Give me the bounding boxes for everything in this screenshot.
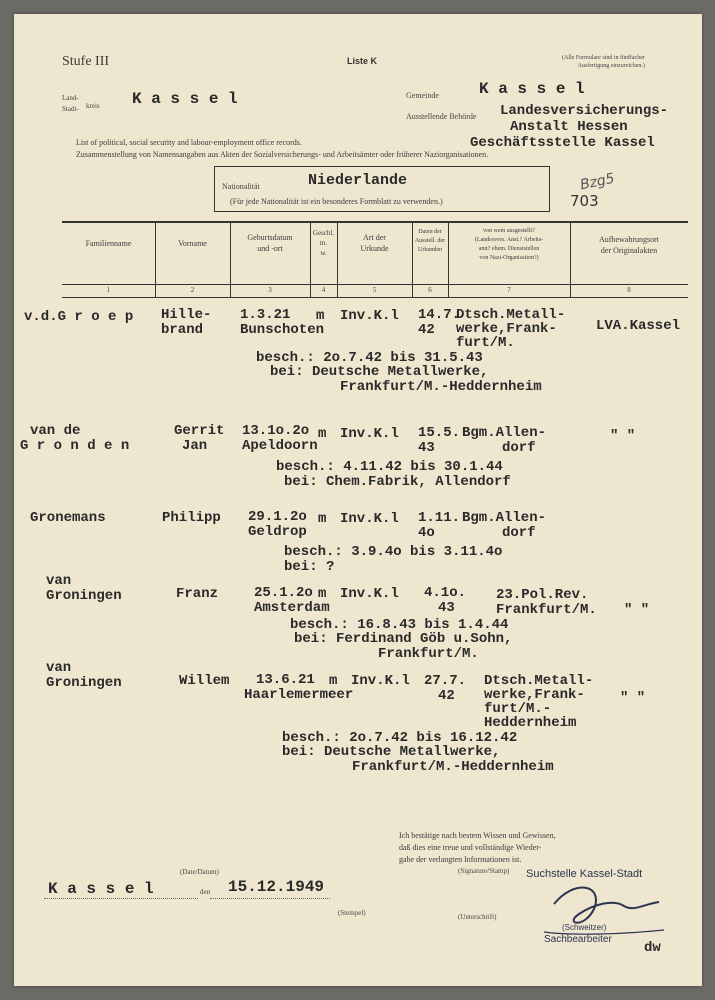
entry-1-vorname: Hille- brand	[161, 307, 212, 338]
entry-2-daten: 15.5. 43	[418, 425, 461, 456]
entry-5-bei: bei: Deutsche Metallwerke, Frankfurt/M.-Heddernheim	[282, 744, 554, 775]
entry-4-vorname: Franz	[176, 586, 219, 602]
header-familienname: Familienname	[85, 239, 132, 248]
den-label: den	[200, 888, 211, 896]
col-number: 2	[190, 286, 195, 294]
date-label: (Date/Datum)	[180, 868, 219, 876]
table-header-bottom-rule	[62, 297, 688, 298]
signer-title: Sachbearbeiter	[544, 934, 612, 945]
entry-4-sex: m	[318, 586, 327, 602]
entry-3-von-wem: Bgm.Allen- dorf	[462, 510, 547, 541]
gemeinde-label: Gemeinde	[406, 91, 439, 100]
behoerde-label: Ausstellende Behörde	[406, 112, 477, 121]
entry-1-daten: 14.7. 42	[418, 307, 461, 338]
col-number: 7	[507, 286, 511, 294]
entry-2-besch: besch.: 4.11.42 bis 30.1.44	[276, 459, 503, 475]
entry-5-geburt: 13.6.21 Haarlemermeer	[244, 672, 354, 703]
col-number: 8	[627, 286, 631, 294]
entry-3-vorname: Philipp	[162, 510, 221, 526]
entry-1-name: v.d.G r o e p	[24, 309, 134, 325]
entry-5-sex: m	[329, 673, 338, 689]
date-value: 15.12.1949	[228, 878, 325, 896]
header-art: Art der Urkunde	[360, 233, 389, 253]
entry-4-daten: 4.1o. 43	[424, 585, 467, 616]
entry-2-name: van de G r o n d e n	[20, 423, 130, 454]
entry-4-name: van Groningen	[46, 573, 122, 604]
entry-4-besch: besch.: 16.8.43 bis 1.4.44	[290, 617, 509, 633]
col-number: 6	[428, 286, 432, 294]
nationality-note: (Für jede Nationalität ist ein besonderes Formblatt zu verwenden.)	[230, 197, 443, 206]
date-line	[210, 898, 330, 899]
entry-3-name: Gronemans	[30, 510, 106, 526]
entry-1-art: Inv.K.l	[340, 308, 399, 324]
entry-3-daten: 1.11. 4o	[418, 510, 461, 541]
document-number: 703	[570, 192, 599, 210]
entry-2-bei: bei: Chem.Fabrik, Allendorf	[284, 474, 511, 490]
header-aufbewahrungsort: Aufbewahrungsort der Originalakten	[599, 235, 659, 255]
english-title: List of political, social security and labour-employment office records.	[76, 138, 302, 147]
entry-1-von-wem: Dtsch.Metall- werke,Frank- furt/M.	[456, 307, 566, 351]
entry-1-ort: LVA.Kassel	[596, 318, 681, 334]
place-line	[44, 898, 198, 899]
liste-label: Liste K	[347, 56, 378, 66]
nationality-value: Niederlande	[308, 172, 408, 189]
entry-1-besch: besch.: 2o.7.42 bis 31.5.43	[256, 350, 483, 366]
office-stamp: Suchstelle Kassel-Stadt	[526, 868, 643, 880]
kreis-label: kreis	[86, 102, 100, 110]
header-daten: Daten der Ausstell. der Urkunden	[414, 229, 446, 253]
entry-4-ort: " "	[624, 602, 650, 618]
entry-4-von-wem: 23.Pol.Rev. Frankfurt/M.	[496, 587, 597, 618]
entry-3-sex: m	[318, 511, 327, 527]
behoerde-value: Landesversicherungs- Anstalt Hessen Geschäftsstelle Kassel	[470, 103, 669, 151]
land-label: Land-	[62, 94, 79, 102]
entry-4-geburt: 25.1.2o Amsterdam	[254, 585, 330, 616]
col-number: 5	[372, 286, 377, 294]
initials: dw	[644, 940, 661, 956]
entry-5-vorname: Willem	[179, 673, 230, 689]
entry-3-art: Inv.K.l	[340, 511, 399, 527]
entry-5-ort: " "	[620, 690, 646, 706]
entry-5-besch: besch.: 2o.7.42 bis 16.12.42	[282, 730, 518, 746]
entry-2-art: Inv.K.l	[340, 426, 399, 442]
stadt-label: Stadt-	[62, 105, 79, 113]
gemeinde-value: K a s s e l	[479, 80, 585, 98]
unterschrift-label: (Unterschrift)	[458, 913, 497, 921]
entry-5-daten: 27.7. 42	[424, 673, 467, 704]
entry-2-geburt: 13.1o.2o Apeldoorn	[242, 423, 318, 454]
entry-2-ort: " "	[610, 428, 636, 444]
copies-note: (Alle Formulare sind in fünffacher Ausfertigung einzureichen.)	[562, 55, 645, 69]
entry-3-bei: bei: ?	[284, 559, 335, 575]
entry-1-bei: bei: Deutsche Metallwerke, Frankfurt/M.-Heddernheim	[270, 364, 542, 395]
entry-1-geburt: 1.3.21 Bunschoten	[240, 307, 325, 338]
col-number: 4	[321, 286, 326, 294]
header-vorname: Vorname	[178, 239, 207, 248]
signature-label: (Signature/Stamp)	[458, 867, 510, 875]
kreis-value: K a s s e l	[132, 90, 238, 108]
entry-3-geburt: 29.1.2o Geldrop	[248, 509, 307, 540]
col-number: 3	[268, 286, 272, 294]
entry-3-besch: besch.: 3.9.4o bis 3.11.4o	[284, 544, 503, 560]
signer-name: (Schweitzer)	[562, 923, 607, 932]
entry-5-art: Inv.K.l	[351, 673, 410, 689]
col-number: 1	[106, 286, 111, 294]
stufe-label: Stufe III	[62, 54, 110, 69]
entry-5-name: van Groningen	[46, 660, 122, 691]
entry-2-vorname: Gerrit Jan	[174, 423, 225, 454]
stempel-label: (Stempel)	[338, 909, 366, 917]
entry-5-von-wem: Dtsch.Metall- werke,Frank- furt/M.- Heddernheim	[484, 673, 594, 731]
handwritten-mark: Bzg5	[578, 170, 617, 194]
entry-2-von-wem: Bgm.Allen- dorf	[462, 425, 547, 456]
header-geburtsdatum: Geburtsdatum und -ort	[247, 233, 293, 253]
entry-2-sex: m	[318, 426, 327, 442]
entry-4-art: Inv.K.l	[340, 586, 399, 602]
entry-4-bei: bei: Ferdinand Göb u.Sohn, Frankfurt/M.	[294, 631, 513, 662]
document-sheet	[14, 14, 702, 986]
entry-1-sex: m	[316, 308, 325, 324]
nationality-label: Nationalität	[222, 182, 260, 191]
header-von-wem: von wem ausgestellt? (Landesvers. Anst.? Arbeits- amt? ehem. Dienststellen von Nazi-Organisation?)	[474, 228, 544, 261]
header-geschlecht: Geschl. m. w.	[312, 229, 335, 257]
german-title: Zusammenstellung von Namensangaben aus Akten der Sozialversicherungs- und Arbeitsämter oder früherer Naziorganisationen.	[76, 150, 489, 159]
certification-text: Ich bestätige nach bestem Wissen und Gewissen, daß dies eine treue und vollständige Wieder- gabe der verlangten Informationen ist.	[399, 831, 556, 864]
place-value: K a s s e l	[48, 880, 154, 898]
